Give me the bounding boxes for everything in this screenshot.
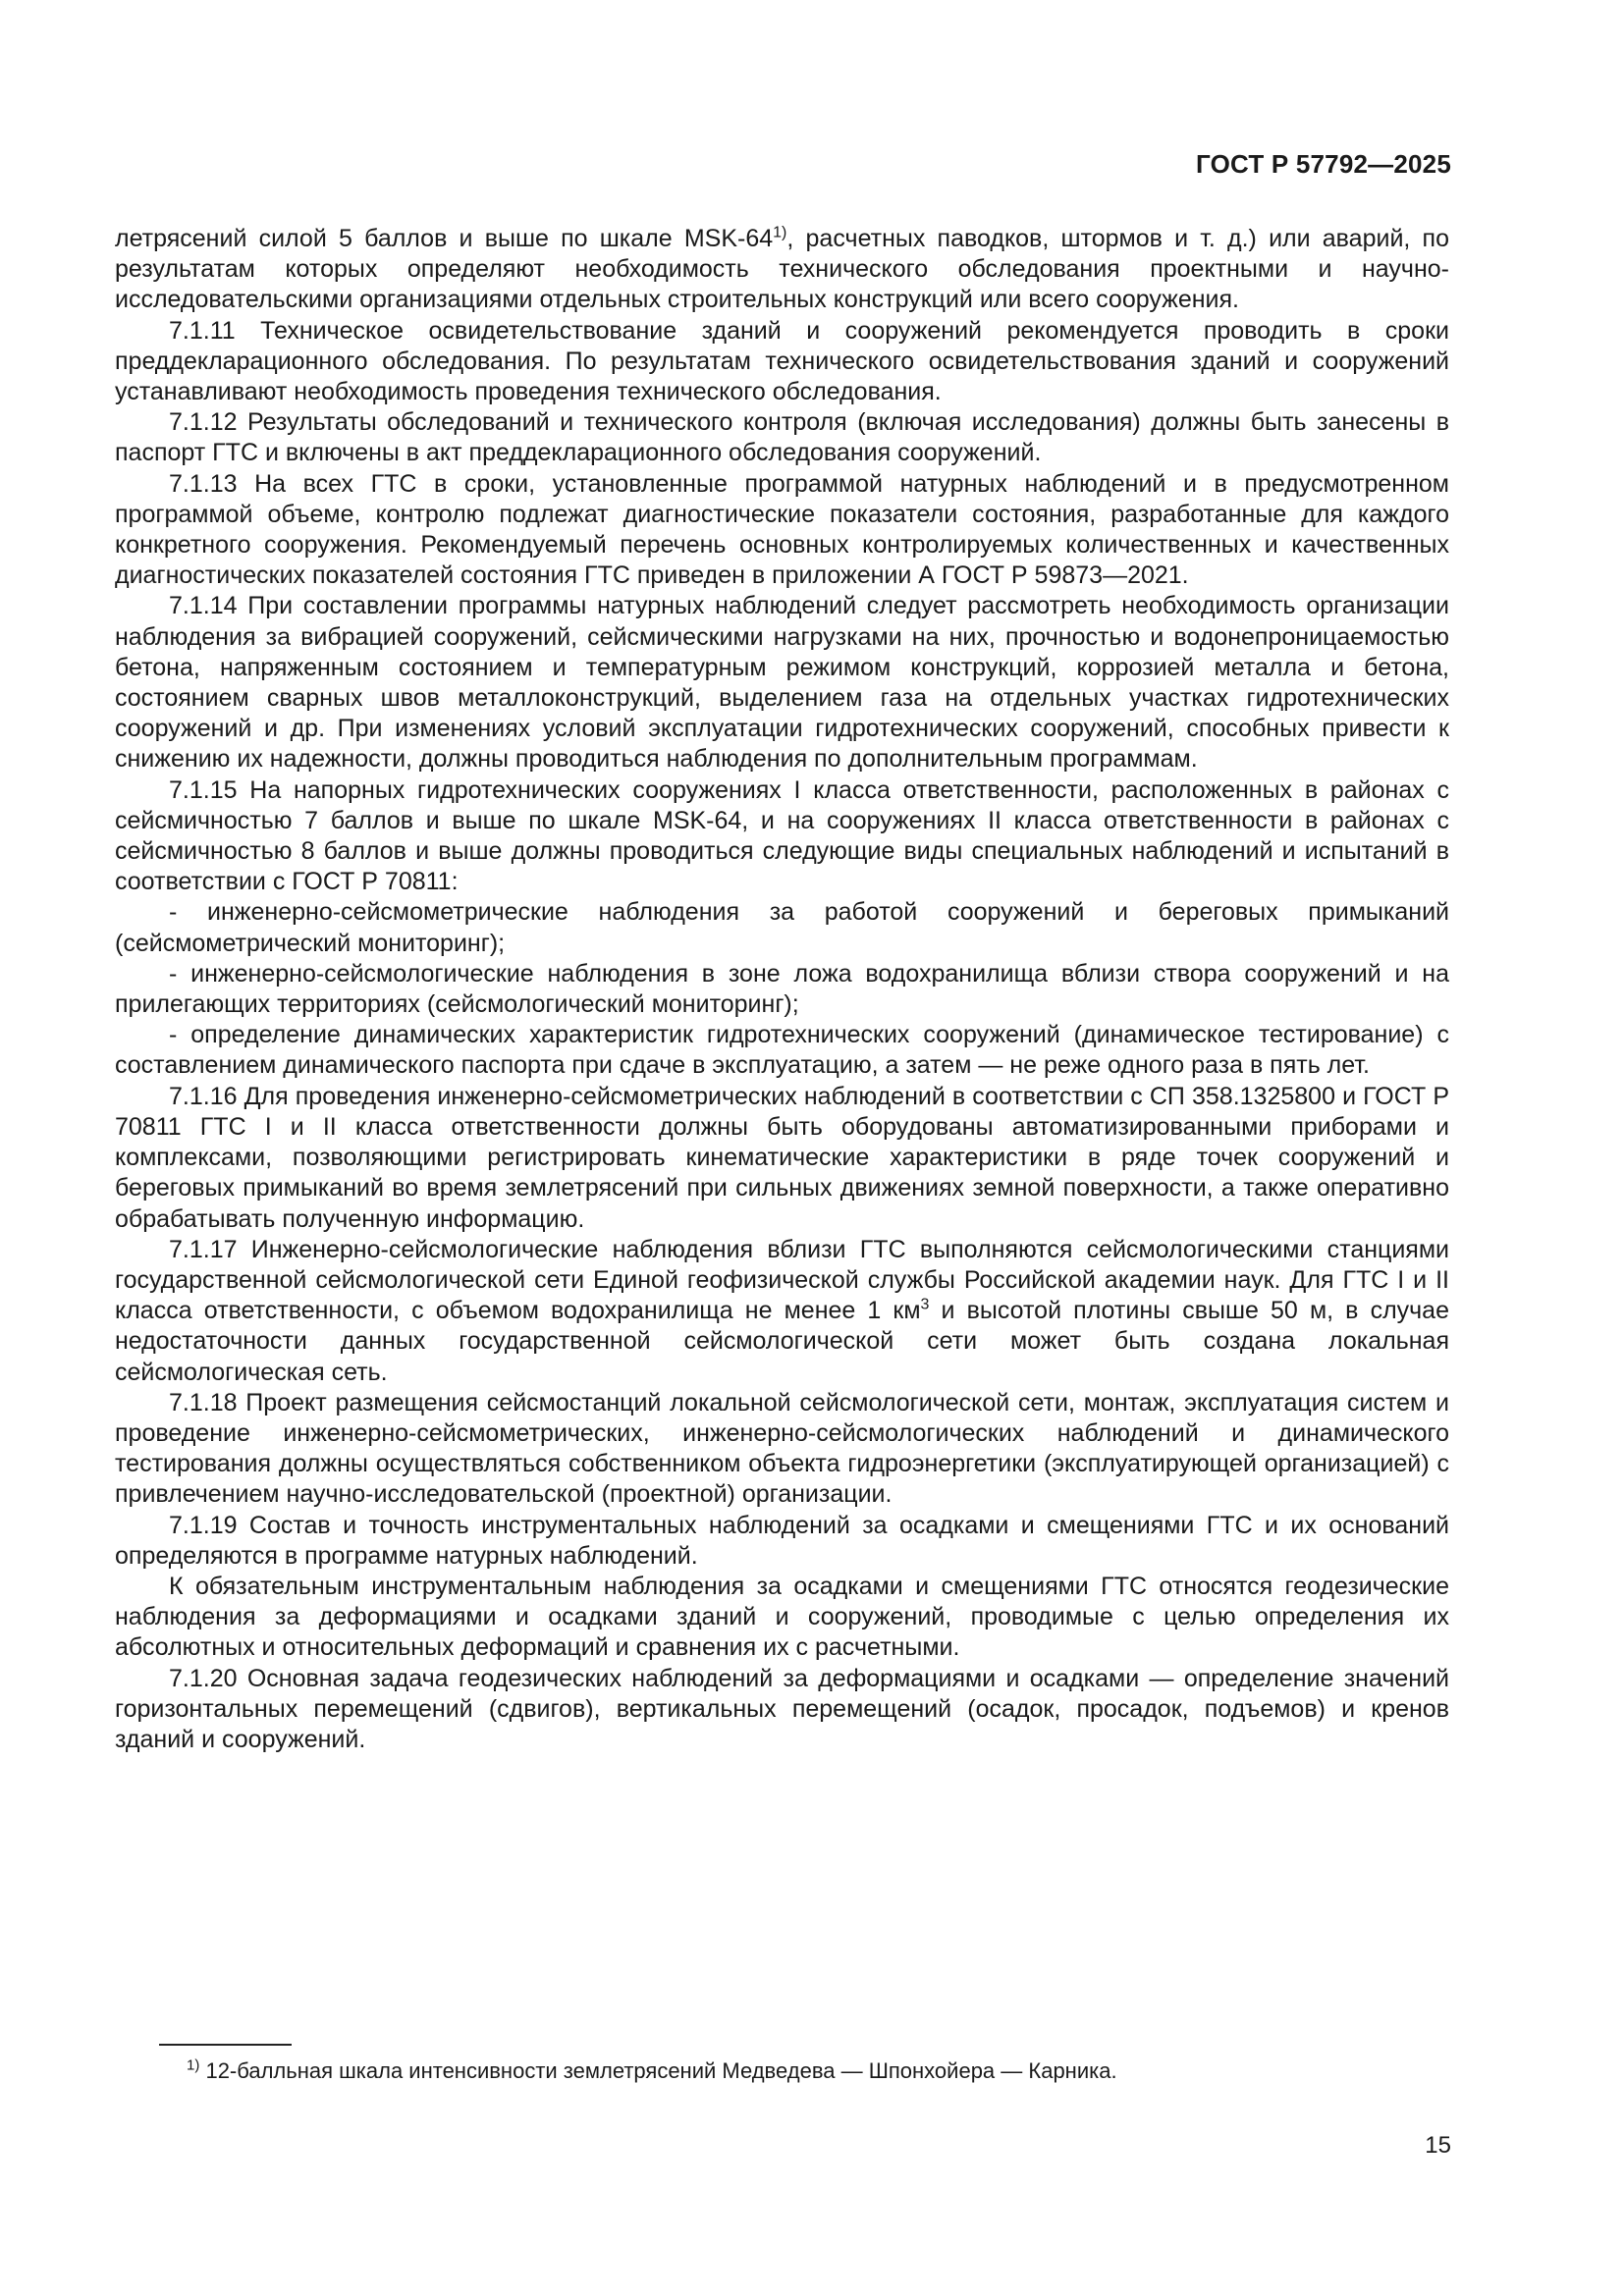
list-item: - инженерно-сейсмологические наблюдения в зоне ложа водохранилища вблизи створа сооружений и на прилегающих территориях (сейсмологический мониторинг);	[115, 959, 1449, 1019]
paragraph-7-1-16: 7.1.16 Для проведения инженерно-сейсмометрических наблюдений в соответствии с СП 358.1325800 и ГОСТ Р 70811 ГТС I и II класса ответственности должны быть оборудованы автоматизированными приборами и комплексами, позволяющими регистрировать кинематические характеристики в ряде точек сооружений и береговых примыканий во время землетрясений при сильных движениях земной поверхности, а также оперативно обрабатывать полученную информацию.	[115, 1082, 1449, 1233]
paragraph-continuation	[115, 224, 1449, 316]
paragraph-text: 7.1.17 Инженерно-сейсмологические наблюдения вблизи ГТС выполняются сейсмологическими станциями государственной сейсмологической сети Единой геофизической службы Российской академии наук. Для ГТС I и II класса ответственности, с объемом водохранилища не менее 1 км	[115, 1235, 1449, 1325]
paragraph-7-1-20: 7.1.20 Основная задача геодезических наблюдений за деформациями и осадками — определение значений горизонтальных перемещений (сдвигов), вертикальных перемещений (осадок, просадок, подъемов) и кренов зданий и сооружений.	[115, 1664, 1449, 1753]
paragraph-7-1-11: 7.1.11 Техническое освидетельствование зданий и сооружений рекомендуется проводить в сроки преддекларационного обследования. По результатам технического освидетельствования зданий и сооружений устанавливают необходимость проведения технического обследования.	[115, 316, 1449, 406]
list-item: - определение динамических характеристик гидротехнических сооружений (динамическое тестирование) с составлением динамического паспорта при сдаче в эксплуатацию, а затем — не реже одного раза в пять лет.	[115, 1021, 1449, 1080]
paragraph-text: , расчетных паводков, штормов и т. д.) или аварий, по результатам которых определяют необходимость технического обследования проектными и научно-исследовательскими организациями отдельных строительных конструкций или всего сооружения.	[115, 225, 1449, 314]
paragraph-7-1-14: 7.1.14 При составлении программы натурных наблюдений следует рассмотреть необходимость организации наблюдения за вибрацией сооружений, сейсмическими нагрузками на них, прочностью и водонепроницаемостью бетона, напряженным состоянием и температурным режимом конструкций, коррозией металла и бетона, состоянием сварных швов металлоконструкций, выделением газа на отдельных участках гидротехнических сооружений и др. При изменениях условий эксплуатации гидротехнических сооружений, способных привести к снижению их надежности, должны проводиться наблюдения по дополнительным программам.	[115, 592, 1449, 774]
paragraph-7-1-19-continued: К обязательным инструментальным наблюдения за осадками и смещениями ГТС относятся геодезические наблюдения за деформациями и осадками зданий и сооружений, проводимые с целью определения их абсолютных и относительных деформаций и сравнения их с расчетными.	[115, 1572, 1449, 1662]
paragraph-7-1-15: 7.1.15 На напорных гидротехнических сооружениях I класса ответственности, расположенных в районах с сейсмичностью 7 баллов и выше по шкале MSK-64, и на сооружениях II класса ответственности в районах с сейсмичностью 8 баллов и выше должны проводиться следующие виды специальных наблюдений и испытаний в соответствии с ГОСТ Р 70811:	[115, 775, 1449, 896]
paragraph-7-1-12: 7.1.12 Результаты обследований и технического контроля (включая исследования) должны быть занесены в паспорт ГТС и включены в акт преддекларационного обследования сооружений.	[115, 408, 1449, 467]
page-number: 15	[1425, 2132, 1451, 2159]
document-body	[115, 224, 1449, 1755]
footnote	[187, 2057, 1117, 2085]
list-item: - инженерно-сейсмометрические наблюдения за работой сооружений и береговых примыканий (сейсмометрический мониторинг);	[115, 898, 1449, 957]
footnote-reference: 1)	[773, 224, 787, 241]
paragraph-7-1-18: 7.1.18 Проект размещения сейсмостанций локальной сейсмологической сети, монтаж, эксплуатация систем и проведение инженерно-сейсмометрических, инженерно-сейсмологических наблюдений и динамического тестирования должны осуществляться собственником объекта гидроэнергетики (эксплуатирующей организацией) с привлечением научно-исследовательской (проектной) организации.	[115, 1388, 1449, 1509]
paragraph-text: летрясений силой 5 баллов и выше по шкале MSK-64	[115, 225, 774, 252]
superscript: 3	[920, 1296, 930, 1313]
paragraph-text: и высотой плотины свыше 50 м, в случае недостаточности данных государственной сейсмологической сети может быть создана локальная сейсмологическая сеть.	[115, 1297, 1449, 1386]
paragraph-7-1-17	[115, 1235, 1449, 1388]
footnote-text: 12-балльная шкала интенсивности землетрясений Медведева — Шпонхойера — Карника.	[199, 2058, 1117, 2083]
footnote-separator	[159, 2044, 292, 2046]
footnote-mark: 1)	[187, 2056, 200, 2074]
paragraph-7-1-19: 7.1.19 Состав и точность инструментальных наблюдений за осадками и смещениями ГТС и их оснований определяются в программе натурных наблюдений.	[115, 1511, 1449, 1570]
document-header: ГОСТ Р 57792—2025	[1196, 149, 1451, 179]
paragraph-7-1-13: 7.1.13 На всех ГТС в сроки, установленные программой натурных наблюдений и в предусмотренном программой объеме, контролю подлежат диагностические показатели состояния, разработанные для каждого конкретного сооружения. Рекомендуемый перечень основных контролируемых количественных и качественных диагностических показателей состояния ГТС приведен в приложении А ГОСТ Р 59873—2021.	[115, 469, 1449, 590]
